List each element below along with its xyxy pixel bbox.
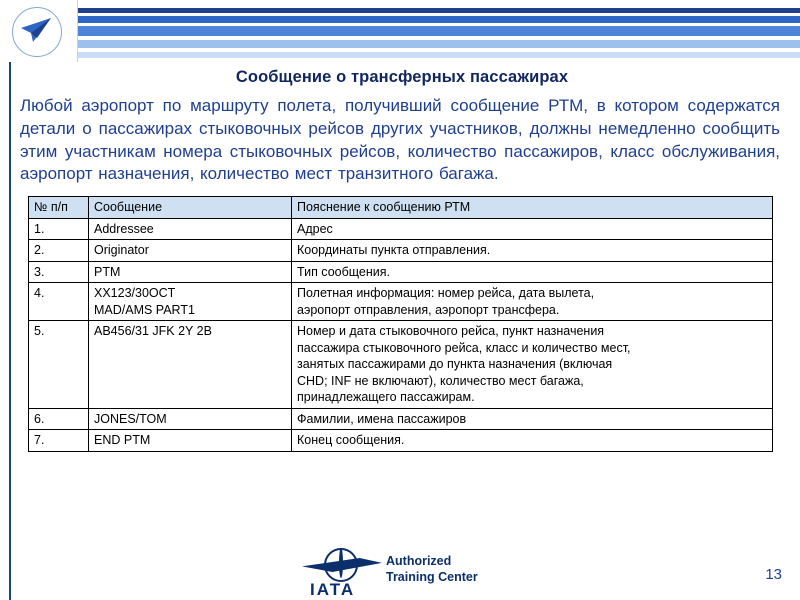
iata-wordmark: IATA (310, 580, 356, 599)
table-row (29, 408, 773, 430)
table-row (29, 430, 773, 452)
band-stripe (0, 26, 800, 36)
cell-number: 4. (29, 283, 89, 321)
header-band (0, 0, 800, 62)
table-row (29, 218, 773, 240)
cell-message: XX123/30OCT MAD/AMS PART1 (89, 283, 292, 321)
band-stripe (0, 0, 800, 8)
column-header-explanation: Пояснение к сообщению РТМ (292, 197, 773, 219)
slide-content (16, 62, 788, 452)
cell-explanation: Тип сообщения. (292, 261, 773, 283)
cell-explanation: Координаты пункта отправления. (292, 240, 773, 262)
band-stripe (0, 16, 800, 23)
table-row (29, 321, 773, 409)
cell-number: 3. (29, 261, 89, 283)
iata-logo (300, 548, 500, 599)
cell-explanation: Номер и дата стыковочного рейса, пункт назначения пассажира стыковочного рейса, класс и количество мест, занятых пассажирами до пункта назначения (включая CHD; INF не включают), количество мест багажа, принадлежащего пассажирам. (292, 321, 773, 409)
table-row (29, 240, 773, 262)
paper-plane-circle-icon (12, 7, 62, 57)
table-row (29, 283, 773, 321)
cell-explanation: Адрес (292, 218, 773, 240)
cell-message: PTM (89, 261, 292, 283)
left-accent-rule (9, 62, 11, 600)
logo-container (0, 0, 78, 62)
cell-number: 6. (29, 408, 89, 430)
cell-number: 7. (29, 430, 89, 452)
slide-footer (0, 546, 800, 600)
intro-paragraph: Любой аэропорт по маршруту полета, получивший сообщение РТМ, в котором содержатся детали о пассажирах стыковочных рейсов других участников, должны немедленно сообщить этим участникам номера стыковочных рейсов, количество пассажиров, класс обслуживания, аэропорт назначения, количество мест транзитного багажа. (20, 96, 780, 184)
column-header-message: Сообщение (89, 197, 292, 219)
cell-number: 5. (29, 321, 89, 409)
band-stripe (0, 40, 800, 48)
ptm-message-table (28, 196, 773, 452)
cell-message: AB456/31 JFK 2Y 2B (89, 321, 292, 409)
cell-explanation: Конец сообщения. (292, 430, 773, 452)
cell-message: END PTM (89, 430, 292, 452)
cell-explanation: Полетная информация: номер рейса, дата вылета, аэропорт отправления, аэропорт трансфера. (292, 283, 773, 321)
cell-number: 2. (29, 240, 89, 262)
authorized-training-center-label: Authorized Training Center (386, 554, 478, 584)
column-header-number: № п/п (29, 197, 89, 219)
table-row (29, 261, 773, 283)
cell-message: Addressee (89, 218, 292, 240)
page-title: Сообщение о трансферных пассажирах (235, 68, 569, 86)
cell-message: Originator (89, 240, 292, 262)
cell-message: JONES/TOM (89, 408, 292, 430)
cell-number: 1. (29, 218, 89, 240)
page-number: 13 (765, 566, 782, 583)
table-header-row (29, 197, 773, 219)
cell-explanation: Фамилии, имена пассажиров (292, 408, 773, 430)
